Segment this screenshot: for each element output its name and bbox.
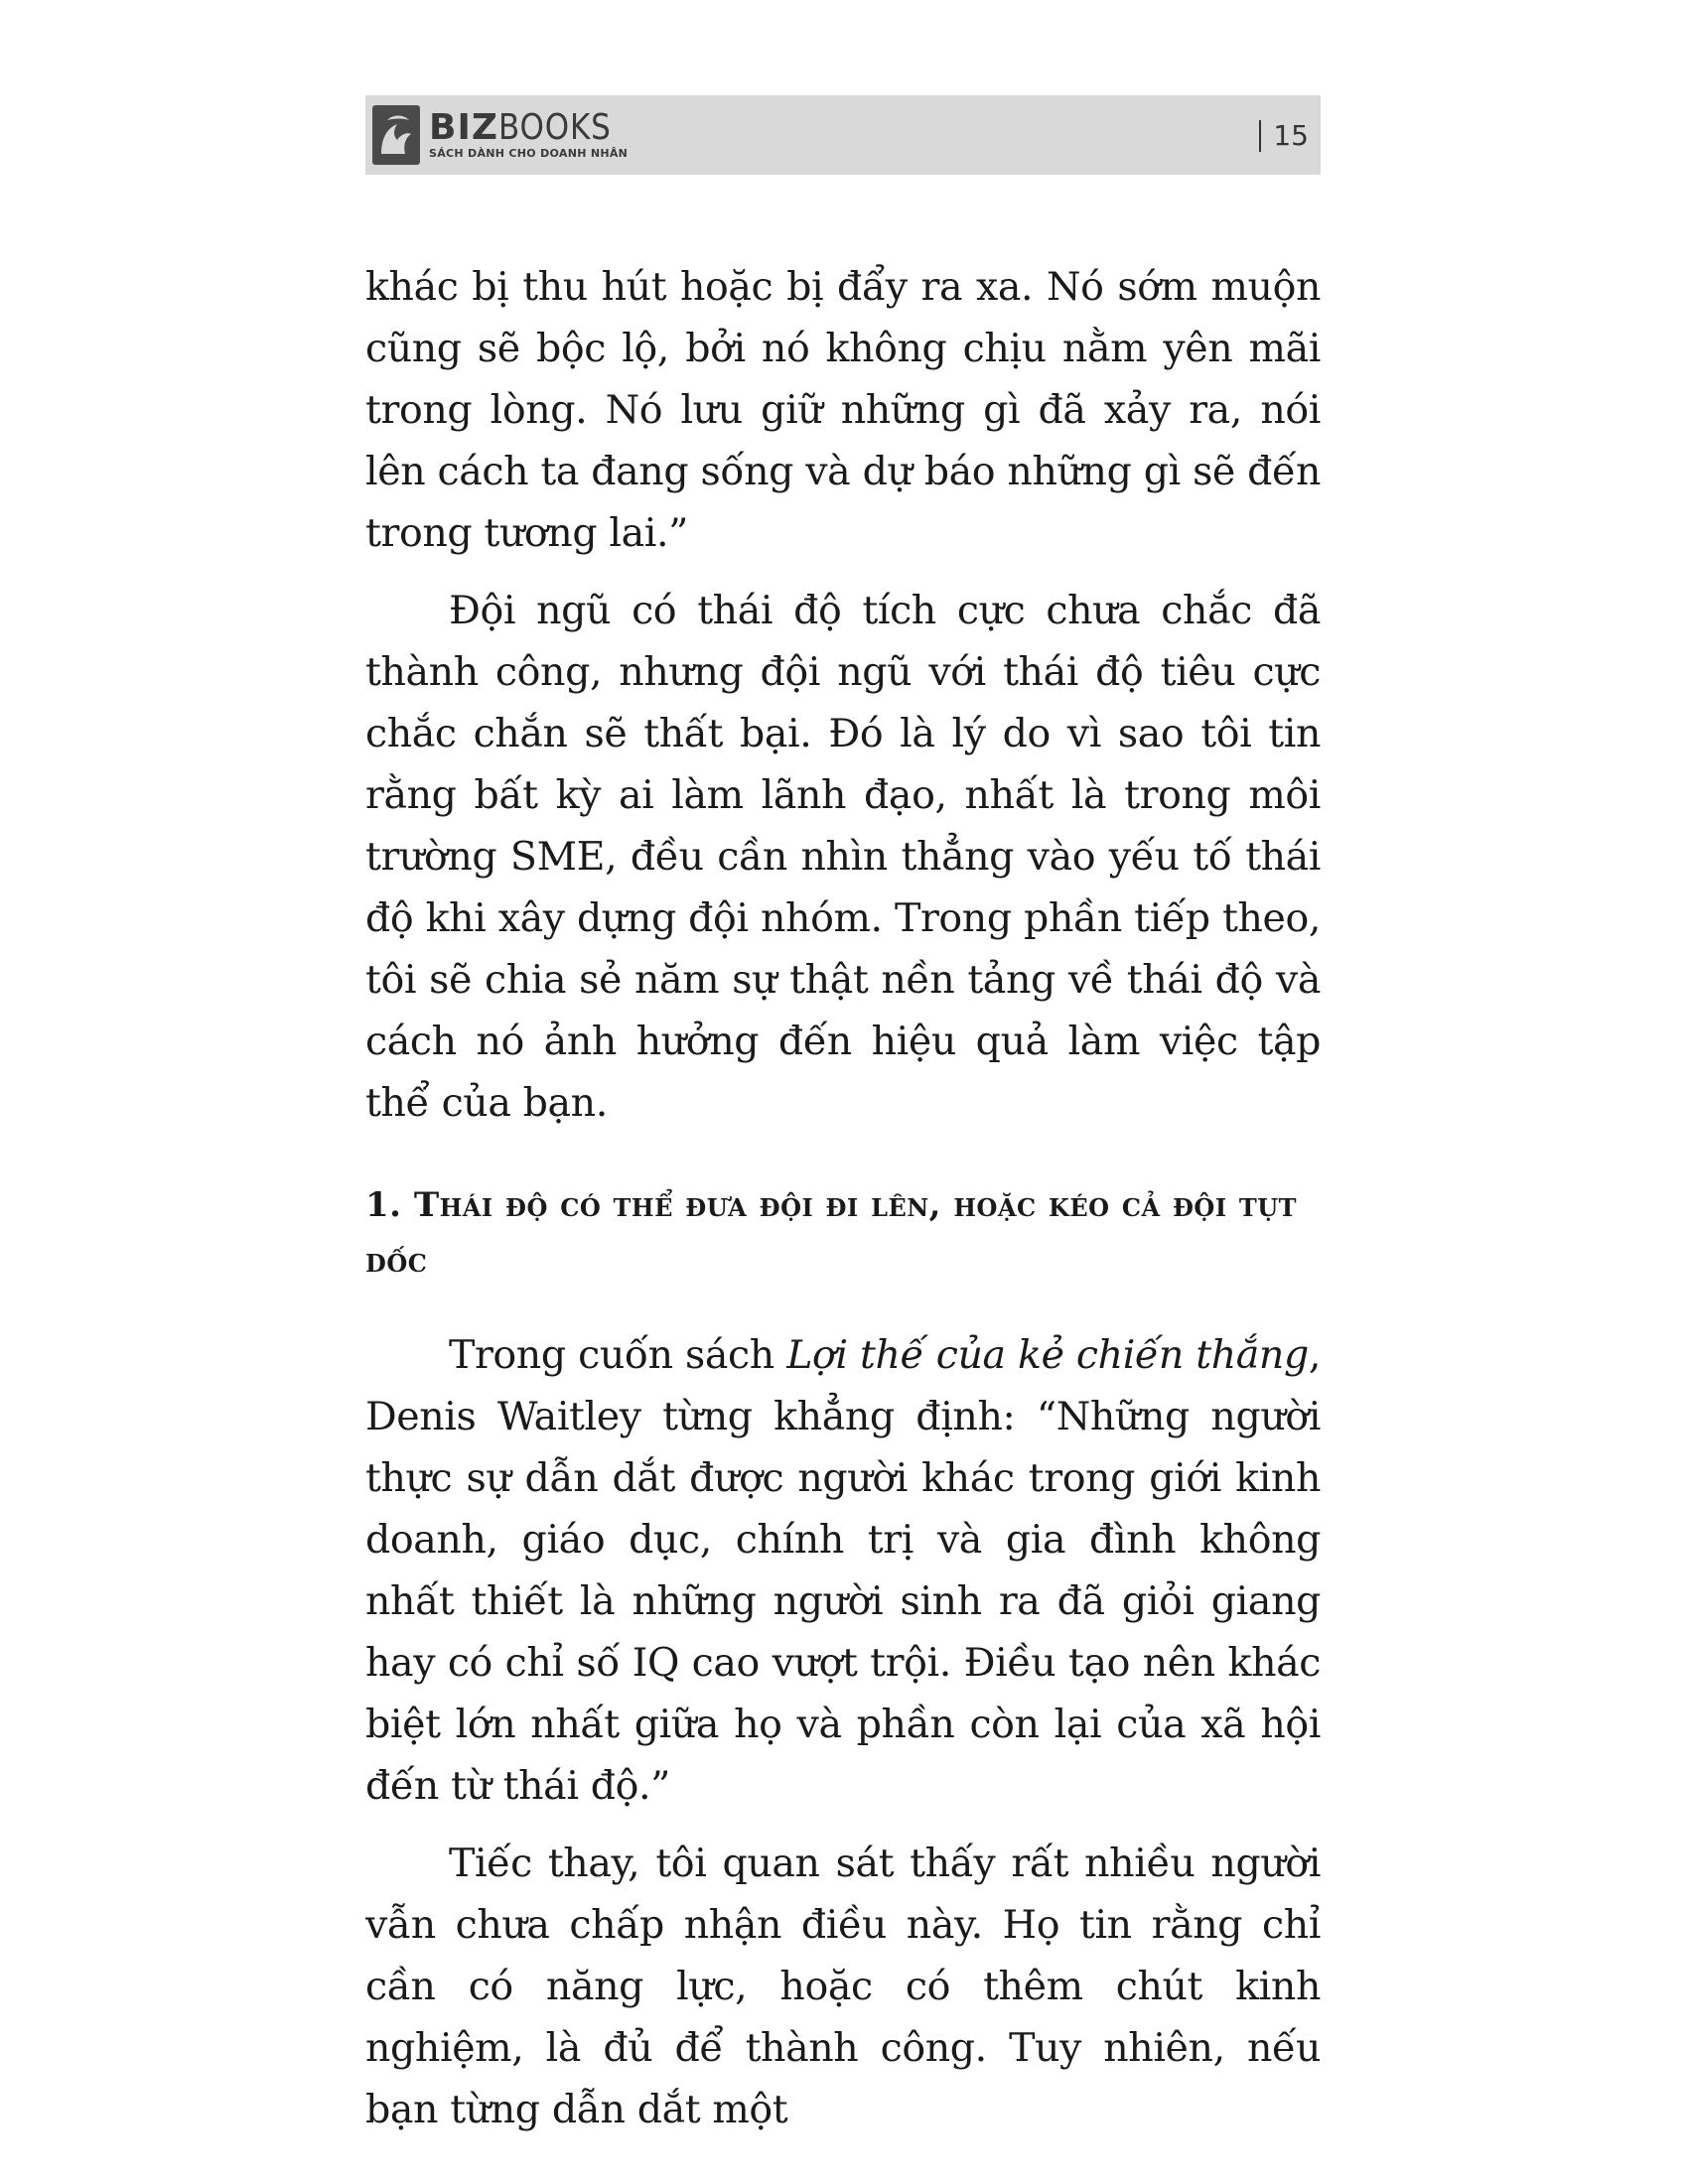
paragraph-continuation: khác bị thu hút hoặc bị đẩy ra xa. Nó sớm muộn cũng sẽ bộc lộ, bởi nó không chịu nằm yên mãi trong lòng. Nó lưu giữ những gì đã xảy ra, nói lên cách ta đang sống và dự báo những gì sẽ đến trong tương lai.” — [365, 264, 1321, 556]
paragraph-observation: Tiếc thay, tôi quan sát thấy rất nhiều người vẫn chưa chấp nhận điều này. Họ tin rằng chỉ cần có năng lực, hoặc có thêm chút kinh nghiệm, là đủ để thành công. Tuy nhiên, nếu bạn từng dẫn dắt một — [365, 1841, 1321, 2132]
book-title: Lợi thế của kẻ chiến thắng — [786, 1332, 1309, 1378]
logo-wordmark — [429, 109, 630, 161]
section-heading: 1. Thái độ có thể đưa đội đi lên, hoặc kéo cả đội tụt dốc — [365, 1185, 1298, 1281]
paragraph-team-attitude: Đội ngũ có thái độ tích cực chưa chắc đã thành công, nhưng đội ngũ với thái độ tiêu cực chắc chắn sẽ thất bại. Đó là lý do vì sao tôi tin rằng bất kỳ ai làm lãnh đạo, nhất là trong môi trường SME, đều cần nhìn thẳng vào yếu tố thái độ khi xây dựng đội nhóm. Trong phần tiếp theo, tôi sẽ chia sẻ năm sự thật nền tảng về thái độ và cách nó ảnh hưởng đến hiệu quả làm việc tập thể của bạn. — [365, 588, 1321, 1126]
quote-intro-text: Trong cuốn sách — [449, 1332, 787, 1378]
publisher-logo — [371, 101, 630, 169]
logo-brand-light: BOOKS — [497, 107, 612, 148]
paragraph-waitley-quote — [365, 1324, 1321, 1817]
quote-body-text: , Denis Waitley từng khẳng định: “Những người thực sự dẫn dắt được người khác trong giới kinh doanh, giáo dục, chính trị và gia đình không nhất thiết là những người sinh ra đã giỏi giang hay có chỉ số IQ cao vượt trội. Điều tạo nên khác biệt lớn nhất giữa họ và phần còn lại của xã hội đến từ thái độ.” — [365, 1332, 1321, 1809]
logo-brand — [429, 109, 630, 147]
logo-tagline: SÁCH DÀNH CHO DOANH NHÂN — [429, 147, 629, 160]
page-number: 15 — [1273, 119, 1309, 152]
page-number-divider — [1259, 120, 1261, 152]
logo-brand-bold: BIZ — [429, 107, 498, 148]
running-header — [365, 95, 1321, 175]
page-body — [365, 256, 1321, 2140]
bizbooks-emblem-icon — [371, 104, 421, 166]
page-number-area — [1259, 119, 1309, 152]
